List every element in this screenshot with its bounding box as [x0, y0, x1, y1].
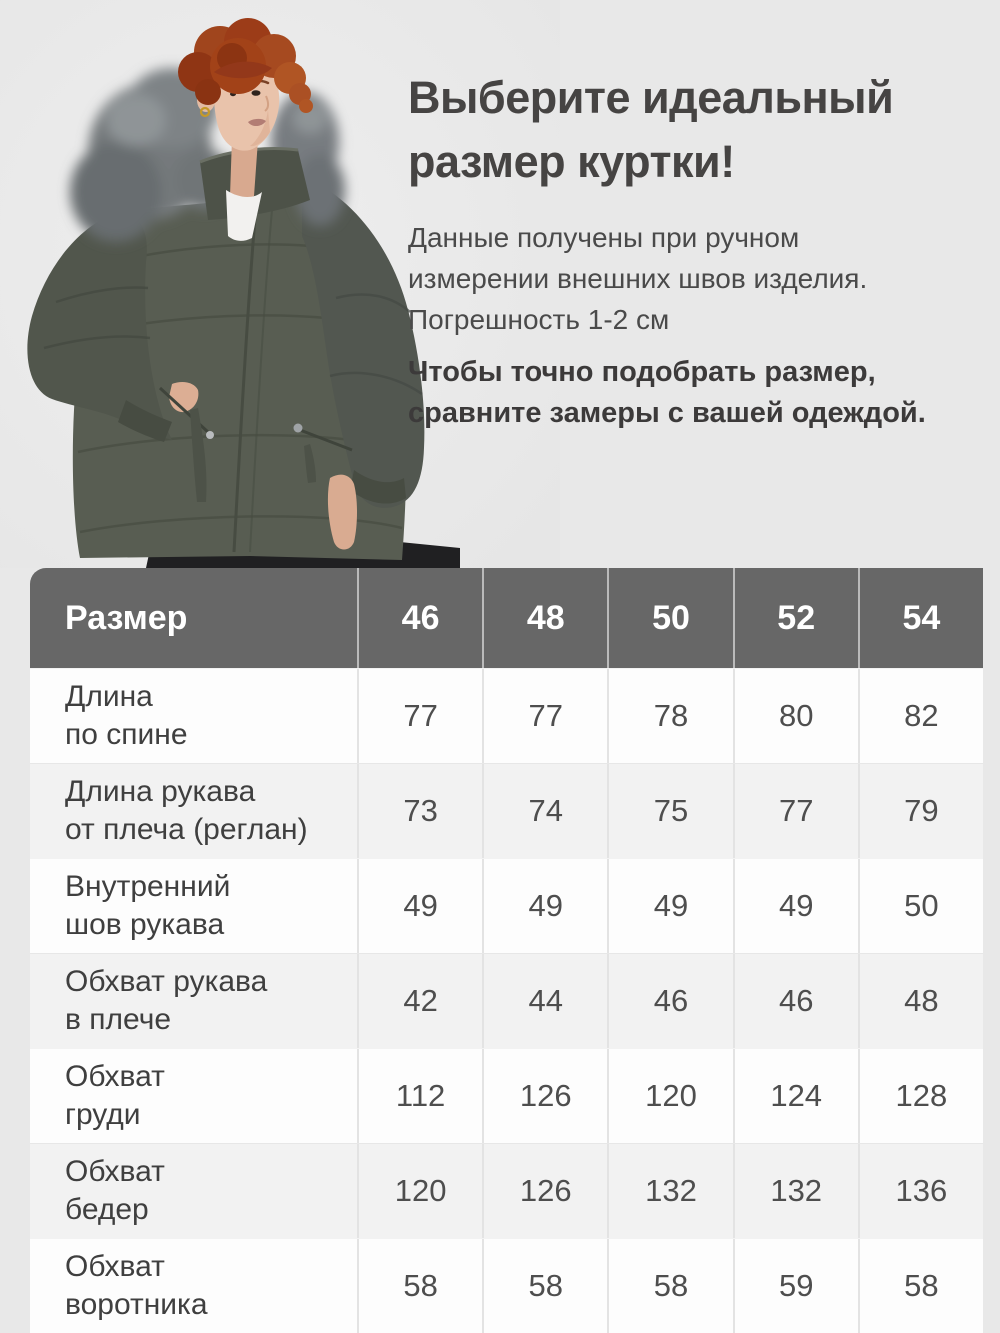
value-cell: 75	[607, 764, 732, 858]
table-row-sleeve-girth	[30, 953, 983, 1048]
value-cell: 49	[733, 859, 858, 953]
size-column-54: 54	[858, 568, 983, 668]
value-cell: 44	[482, 954, 607, 1048]
table-row-back-length	[30, 668, 983, 763]
value-cell: 77	[482, 669, 607, 763]
value-cell: 46	[607, 954, 732, 1048]
value-cell: 58	[357, 1239, 482, 1333]
value-cell: 128	[858, 1049, 983, 1143]
puffer-jacket	[27, 176, 424, 560]
size-table	[30, 568, 983, 1333]
value-cell: 50	[858, 859, 983, 953]
value-cell: 77	[733, 764, 858, 858]
row-label: Длина по спине	[65, 680, 188, 751]
value-cell: 49	[607, 859, 732, 953]
eye	[252, 90, 261, 96]
value-cell: 112	[357, 1049, 482, 1143]
row-label: Внутренний шов рукава	[65, 870, 231, 941]
row-label: Обхват рукава в плече	[65, 965, 268, 1036]
page-title-line-2: размер куртки!	[408, 136, 735, 187]
value-cell: 46	[733, 954, 858, 1048]
value-cell: 132	[607, 1144, 732, 1238]
row-label: Длина рукава от плеча (реглан)	[65, 775, 308, 846]
intro-text-block	[408, 66, 983, 434]
row-label: Обхват воротника	[65, 1250, 208, 1321]
page-title	[408, 66, 983, 194]
table-row-collar-girth	[30, 1238, 983, 1333]
compare-advice: Чтобы точно подобрать размер, сравните замеры с вашей одеждой.	[408, 356, 926, 429]
size-column-48: 48	[482, 568, 607, 668]
value-cell: 77	[357, 669, 482, 763]
size-header-label: Размер	[65, 598, 188, 637]
table-row-inner-sleeve-seam	[30, 858, 983, 953]
size-column-46: 46	[357, 568, 482, 668]
value-cell: 120	[607, 1049, 732, 1143]
value-cell: 42	[357, 954, 482, 1048]
value-cell: 126	[482, 1144, 607, 1238]
value-cell: 82	[858, 669, 983, 763]
value-cell: 132	[733, 1144, 858, 1238]
table-row-sleeve-length	[30, 763, 983, 858]
value-cell: 120	[357, 1144, 482, 1238]
size-column-52: 52	[733, 568, 858, 668]
value-cell: 48	[858, 954, 983, 1048]
value-cell: 49	[357, 859, 482, 953]
value-cell: 136	[858, 1144, 983, 1238]
value-cell: 126	[482, 1049, 607, 1143]
value-cell: 124	[733, 1049, 858, 1143]
page-title-line-1: Выберите идеальный	[408, 72, 894, 123]
value-cell: 49	[482, 859, 607, 953]
size-column-50: 50	[607, 568, 732, 668]
value-cell: 58	[607, 1239, 732, 1333]
value-cell: 58	[858, 1239, 983, 1333]
table-row-hip-girth	[30, 1143, 983, 1238]
row-label: Обхват груди	[65, 1060, 165, 1131]
size-table-header-row	[30, 568, 983, 668]
value-cell: 74	[482, 764, 607, 858]
value-cell: 80	[733, 669, 858, 763]
value-cell: 73	[357, 764, 482, 858]
value-cell: 58	[482, 1239, 607, 1333]
value-cell: 79	[858, 764, 983, 858]
table-row-chest-girth	[30, 1048, 983, 1143]
value-cell: 78	[607, 669, 732, 763]
measurement-note: Данные получены при ручном измерении внешних швов изделия. Погрешность 1-2 см	[408, 222, 868, 335]
row-label: Обхват бедер	[65, 1155, 165, 1226]
value-cell: 59	[733, 1239, 858, 1333]
